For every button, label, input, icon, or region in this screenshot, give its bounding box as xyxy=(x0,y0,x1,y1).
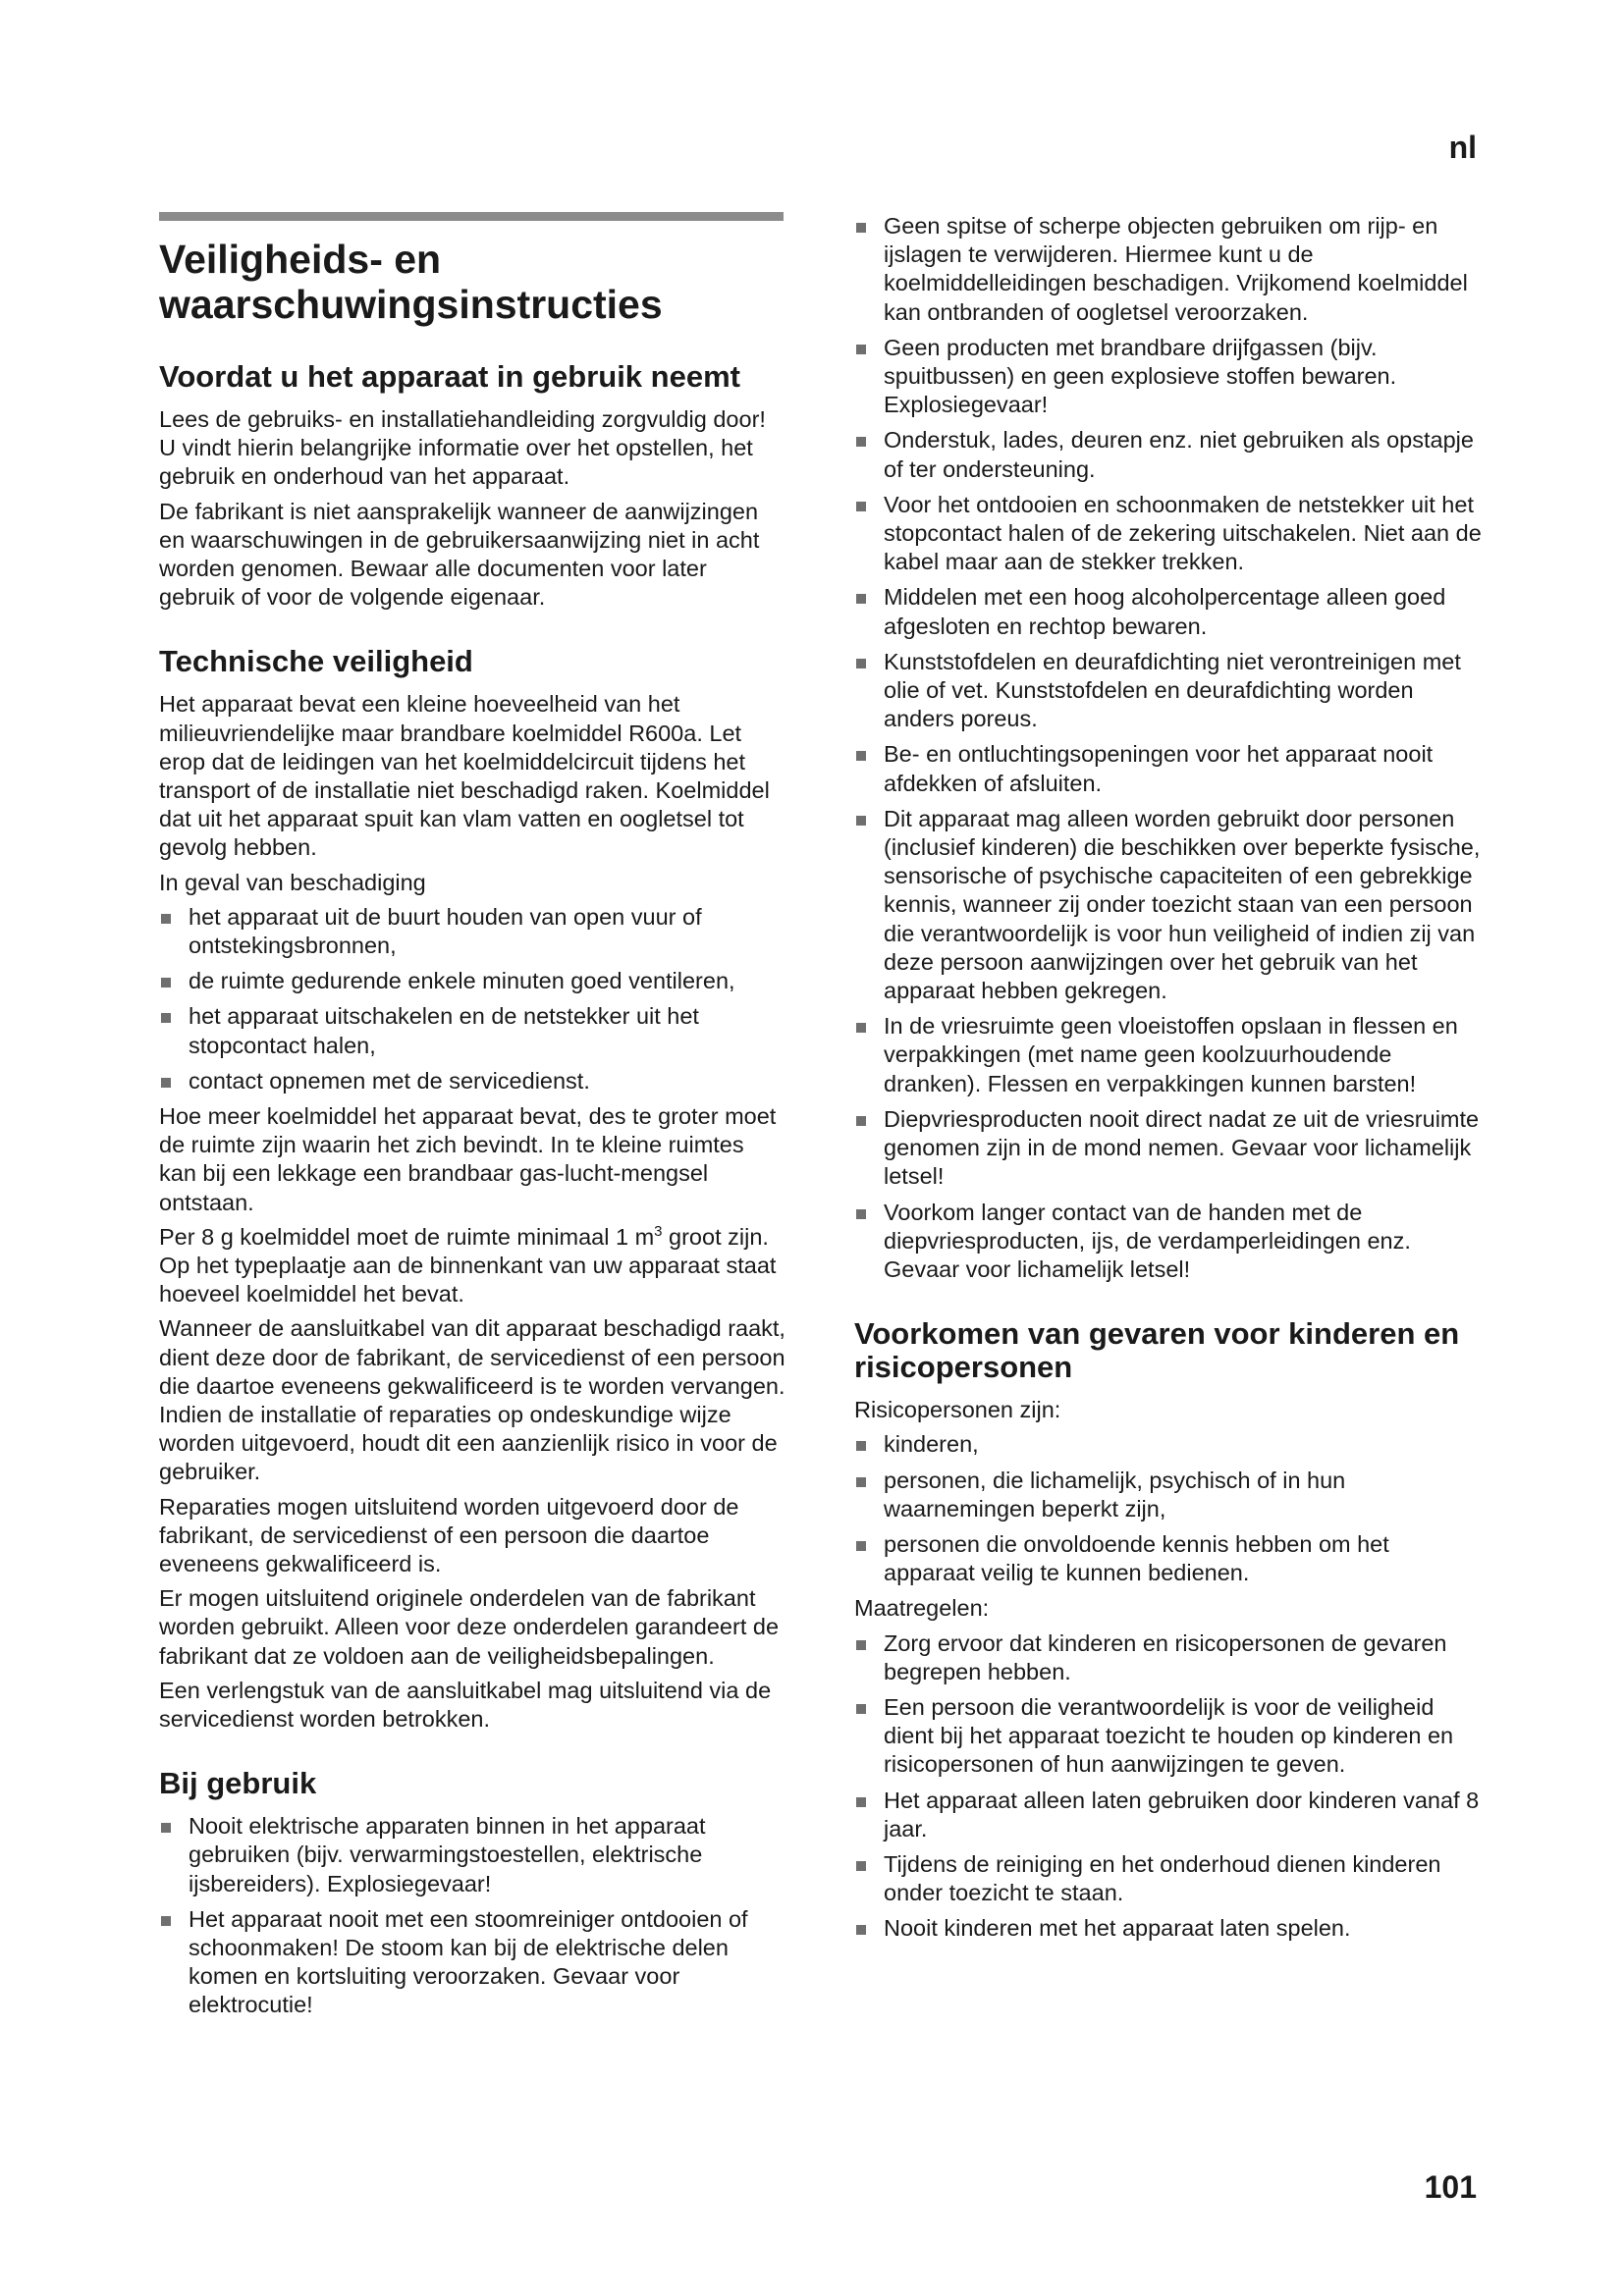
list-item-text: Een persoon die verantwoordelijk is voor de veiligheid dient bij het apparaat toezicht te houden op kinderen en risicopersonen of hun aanwijzingen te geven. xyxy=(884,1693,1454,1778)
list-item xyxy=(159,1905,787,2020)
bullet-list xyxy=(159,1812,787,2019)
bullet-square-icon xyxy=(856,1925,866,1935)
list-item-text: Dit apparaat mag alleen worden gebruikt door personen (inclusief kinderen) die beschikken over beperkte fysische, sensorische of psychische capaciteiten of een gebrekkige kennis, wanneer zij onder toezicht staan van een persoon die verantwoordelijk is voor hun veiligheid of indien zij van deze persoon aanwijzingen over het gebruik van het apparaat hebben gekregen. xyxy=(884,805,1481,1004)
list-item-text: Onderstuk, lades, deuren enz. niet gebruiken als opstapje of ter ondersteuning. xyxy=(884,427,1474,482)
section-rule xyxy=(159,212,784,221)
list-item xyxy=(854,1467,1483,1523)
bullet-square-icon xyxy=(856,1640,866,1650)
list-item xyxy=(159,1812,787,1898)
list-item xyxy=(854,740,1483,797)
list-item xyxy=(854,1787,1483,1843)
list-item xyxy=(854,334,1483,420)
list-item xyxy=(159,903,787,960)
list-item-text: Kunststofdelen en deurafdichting niet verontreinigen met olie of vet. Kunststofdelen en deurafdichting worden anders poreus. xyxy=(884,648,1461,732)
list-item xyxy=(854,1430,1483,1459)
page-number: 101 xyxy=(1424,2169,1477,2205)
page-title: Veiligheids- en waarschuwingsinstructies xyxy=(159,237,663,327)
right-column xyxy=(854,212,1483,1950)
bullet-square-icon xyxy=(161,1078,171,1088)
list-item-text: contact opnemen met de servicedienst. xyxy=(189,1067,590,1094)
list-item xyxy=(854,426,1483,483)
list-item xyxy=(854,1693,1483,1780)
heading-in-use: Bij gebruik xyxy=(159,1766,317,1801)
bullet-square-icon xyxy=(856,1861,866,1871)
list-item xyxy=(854,1012,1483,1098)
list-item-text: Geen spitse of scherpe objecten gebruiken om rijp- en ijslagen te verwijderen. Hiermee kunt u de koelmiddelleidingen beschadigen. Vrijkomend koelmiddel kan ontbranden of oogletsel veroorzaken. xyxy=(884,213,1468,325)
list-item xyxy=(854,1629,1483,1686)
heading-technical-safety: Technische veiligheid xyxy=(159,644,473,679)
bullet-square-icon xyxy=(856,437,866,447)
list-item xyxy=(854,1850,1483,1907)
list-item-text: Diepvriesproducten nooit direct nadat ze uit de vriesruimte genomen zijn in de mond nemen. Gevaar voor lichamelijk letsel! xyxy=(884,1105,1480,1190)
list-item xyxy=(854,648,1483,734)
bullet-list xyxy=(854,1430,1483,1587)
paragraph: In geval van beschadiging xyxy=(159,869,426,895)
paragraph: Risicopersonen zijn: xyxy=(854,1397,1061,1423)
list-item-text: Voorkom langer contact van de handen met de diepvriesproducten, ijs, de verdamperleidingen enz. Gevaar voor lichamelijk letsel! xyxy=(884,1199,1411,1282)
list-item-text: Voor het ontdooien en schoonmaken de netstekker uit het stopcontact halen of de zekering uitschakelen. Niet aan de kabel maar aan de stekker trekken. xyxy=(884,491,1482,575)
list-item xyxy=(159,967,787,995)
bullet-square-icon xyxy=(161,978,171,988)
heading-children-risk: Voorkomen van gevaren voor kinderen en risicopersonen xyxy=(854,1316,1460,1385)
bullet-square-icon xyxy=(856,1704,866,1714)
bullet-square-icon xyxy=(856,751,866,761)
list-item-text: Het apparaat nooit met een stoomreiniger ontdooien of schoonmaken! De stoom kan bij de elektrische delen komen en kortsluiting veroorzaken. Gevaar voor elektrocutie! xyxy=(189,1905,748,2018)
bullet-square-icon xyxy=(856,1441,866,1451)
list-item xyxy=(854,1530,1483,1587)
bullet-square-icon xyxy=(856,1477,866,1487)
bullet-square-icon xyxy=(856,659,866,668)
list-item-text: Nooit kinderen met het apparaat laten spelen. xyxy=(884,1915,1351,1942)
paragraph: Het apparaat bevat een kleine hoeveelheid van het milieuvriendelijke maar brandbare koelmiddel R600a. Let erop dat de leidingen van het koelmiddelcircuit tijdens het transport of de installatie niet beschadigd raken. Koelmiddel dat uit het apparaat spuit kan vlam vatten en oogletsel tot gevolg hebben. xyxy=(159,691,770,861)
paragraph: Lees de gebruiks- en installatiehandleiding zorgvuldig door! U vindt hierin belangrijke informatie over het opstellen, het gebruik en onderhoud van het apparaat. xyxy=(159,406,766,490)
list-item xyxy=(854,491,1483,577)
bullet-square-icon xyxy=(856,223,866,233)
left-column xyxy=(159,212,787,2027)
list-item xyxy=(854,583,1483,640)
list-item xyxy=(854,212,1483,327)
bullet-square-icon xyxy=(161,1823,171,1833)
bullet-list xyxy=(854,1629,1483,1944)
bullet-square-icon xyxy=(856,594,866,604)
paragraph: Wanneer de aansluitkabel van dit apparaat beschadigd raakt, dient deze door de fabrikant, de servicedienst of een persoon die daartoe eveneens gekwalificeerd is te worden vervangen. Indien de installatie of reparaties op ondeskundige wijze worden uitgevoerd, houdt dit een aanzienlijk risico in voor de gebruiker. xyxy=(159,1315,785,1485)
bullet-square-icon xyxy=(856,1209,866,1219)
list-item-text: personen, die lichamelijk, psychisch of in hun waarnemingen beperkt zijn, xyxy=(884,1467,1346,1522)
list-item-text: het apparaat uit de buurt houden van open vuur of ontstekingsbronnen, xyxy=(189,903,702,959)
list-item xyxy=(854,1199,1483,1285)
list-item xyxy=(854,805,1483,1005)
paragraph-text: Hoe meer koelmiddel het apparaat bevat, des te groter moet de ruimte zijn waarin het zich bevindt. In te kleine ruimtes kan bij een lekkage een brandbaar gas-lucht-mengsel ontstaan. xyxy=(159,1103,777,1215)
bullet-square-icon xyxy=(856,1541,866,1551)
list-item-text: Zorg ervoor dat kinderen en risicopersonen de gevaren begrepen hebben. xyxy=(884,1629,1447,1684)
bullet-list xyxy=(159,903,787,1095)
bullet-square-icon xyxy=(856,345,866,354)
bullet-square-icon xyxy=(856,502,866,511)
list-item-text: Geen producten met brandbare drijfgassen (bijv. spuitbussen) en geen explosieve stoffen bewaren. Explosiegevaar! xyxy=(884,334,1397,418)
list-item-text: Het apparaat alleen laten gebruiken door kinderen vanaf 8 jaar. xyxy=(884,1787,1480,1842)
superscript: 3 xyxy=(654,1222,663,1240)
list-item-text: Be- en ontluchtingsopeningen voor het apparaat nooit afdekken of afsluiten. xyxy=(884,741,1434,796)
bullet-list xyxy=(854,212,1483,1284)
heading-before-use: Voordat u het apparaat in gebruik neemt xyxy=(159,359,740,394)
paragraph: De fabrikant is niet aansprakelijk wanneer de aanwijzingen en waarschuwingen in de gebruikersaanwijzing niet in acht worden genomen. Bewaar alle documenten voor later gebruik of voor de volgende eigenaar. xyxy=(159,498,760,611)
paragraph xyxy=(159,1102,787,1308)
list-item xyxy=(854,1914,1483,1943)
bullet-square-icon xyxy=(856,1797,866,1807)
bullet-square-icon xyxy=(161,1916,171,1926)
bullet-square-icon xyxy=(161,1013,171,1023)
bullet-square-icon xyxy=(856,816,866,826)
paragraph: Een verlengstuk van de aansluitkabel mag uitsluitend via de servicedienst worden betrokken. xyxy=(159,1677,772,1732)
paragraph: Er mogen uitsluitend originele onderdelen van de fabrikant worden gebruikt. Alleen voor deze onderdelen garandeert de fabrikant dat ze voldoen aan de veiligheidsbepalingen. xyxy=(159,1585,780,1669)
bullet-square-icon xyxy=(161,914,171,924)
list-item-text: Tijdens de reiniging en het onderhoud dienen kinderen onder toezicht te staan. xyxy=(884,1850,1441,1906)
list-item-text: In de vriesruimte geen vloeistoffen opslaan in flessen en verpakkingen (met name geen koolzuurhoudende dranken). Flessen en verpakkingen kunnen barsten! xyxy=(884,1013,1458,1096)
list-item xyxy=(854,1105,1483,1192)
paragraph-text: Per 8 g koelmiddel moet de ruimte minimaal 1 m xyxy=(159,1223,655,1250)
paragraph: Reparaties mogen uitsluitend worden uitgevoerd door de fabrikant, de servicedienst of een persoon die daartoe eveneens gekwalificeerd is. xyxy=(159,1493,739,1576)
bullet-square-icon xyxy=(856,1023,866,1033)
list-item-text: het apparaat uitschakelen en de netstekker uit het stopcontact halen, xyxy=(189,1003,699,1058)
list-item-text: kinderen, xyxy=(884,1431,979,1458)
language-code: nl xyxy=(1448,130,1477,165)
paragraph: Maatregelen: xyxy=(854,1595,990,1622)
list-item xyxy=(159,1067,787,1095)
list-item-text: Middelen met een hoog alcoholpercentage alleen goed afgesloten en rechtop bewaren. xyxy=(884,584,1446,639)
paragraph-text: groot zijn. Op het typeplaatje aan de binnenkant van uw apparaat staat hoeveel koelmiddel het bevat. xyxy=(159,1223,777,1308)
bullet-square-icon xyxy=(856,1116,866,1126)
list-item-text: de ruimte gedurende enkele minuten goed ventileren, xyxy=(189,968,735,994)
list-item-text: personen die onvoldoende kennis hebben om het apparaat veilig te kunnen bedienen. xyxy=(884,1530,1389,1586)
list-item xyxy=(159,1002,787,1059)
list-item-text: Nooit elektrische apparaten binnen in het apparaat gebruiken (bijv. verwarmingstoestellen, elektrische ijsbereiders). Explosiegevaar! xyxy=(189,1813,706,1896)
